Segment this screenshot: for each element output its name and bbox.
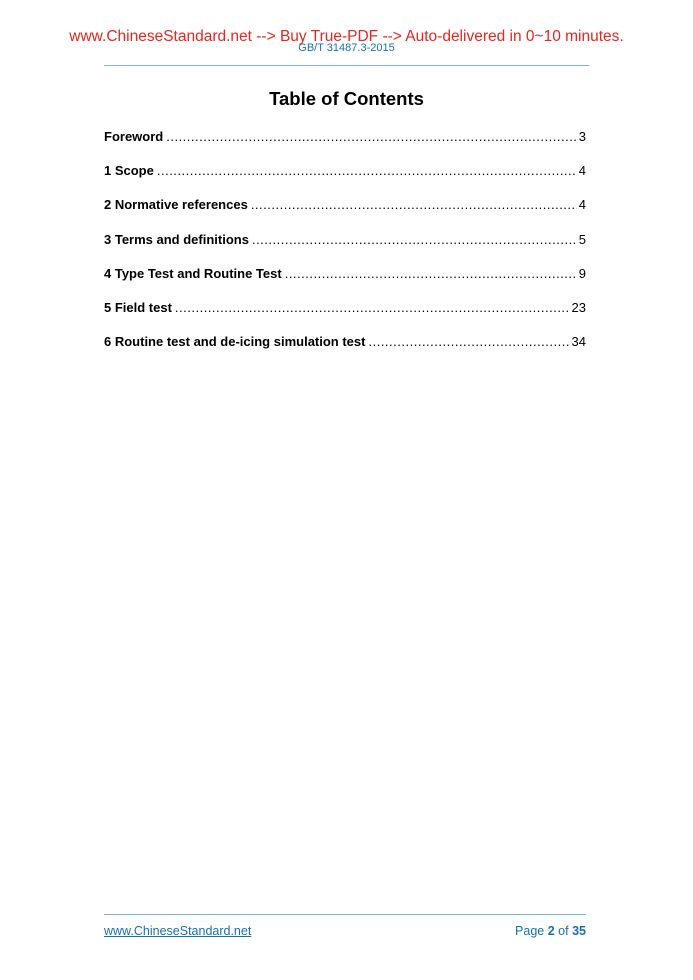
toc-entry-label: 6 Routine test and de-icing simulation test — [104, 334, 366, 350]
page-title: Table of Contents — [269, 88, 424, 109]
toc-entry-terms-definitions[interactable] — [104, 231, 586, 265]
page-number — [515, 923, 586, 939]
toc-entry-page: 4 — [578, 197, 586, 213]
promo-banner[interactable]: www.ChineseStandard.net --> Buy True-PDF --> Auto-delivered in 0~10 minutes. — [69, 28, 624, 45]
table-of-contents — [104, 128, 586, 367]
toc-entry-page: 3 — [578, 129, 586, 144]
dot-leader — [157, 162, 577, 180]
dot-leader — [285, 265, 577, 283]
toc-entry-scope[interactable] — [104, 162, 586, 196]
toc-entry-label: 4 Type Test and Routine Test — [104, 265, 282, 281]
document-code: GB/T 31487.3-2015 — [298, 42, 395, 54]
toc-entry-page: 23 — [571, 299, 586, 315]
page-of: of — [558, 924, 569, 938]
header-divider — [104, 65, 589, 66]
current-page: 2 — [547, 924, 555, 938]
toc-entry-page: 9 — [578, 265, 586, 281]
footer-divider — [104, 914, 586, 915]
dot-leader — [166, 128, 577, 146]
toc-entry-field-test[interactable] — [104, 299, 586, 333]
toc-entry-normative-references[interactable] — [104, 196, 586, 230]
toc-entry-page: 34 — [571, 334, 586, 350]
toc-entry-page: 5 — [578, 231, 586, 247]
toc-entry-foreword[interactable] — [104, 128, 586, 162]
page-prefix: Page — [515, 924, 545, 938]
toc-entry-routine-deicing-test[interactable] — [104, 333, 586, 367]
dot-leader — [251, 196, 577, 214]
dot-leader — [368, 333, 569, 351]
toc-entry-page: 4 — [578, 163, 586, 179]
dot-leader — [252, 231, 577, 249]
toc-entry-label: Foreword — [104, 129, 164, 144]
footer-site-link[interactable]: www.ChineseStandard.net — [104, 924, 252, 938]
toc-entry-type-test[interactable] — [104, 265, 586, 299]
toc-entry-label: 3 Terms and definitions — [104, 231, 249, 247]
total-pages: 35 — [572, 924, 586, 938]
toc-entry-label: 2 Normative references — [104, 197, 248, 213]
toc-entry-label: 5 Field test — [104, 299, 172, 315]
dot-leader — [175, 299, 570, 317]
toc-entry-label: 1 Scope — [104, 163, 154, 179]
